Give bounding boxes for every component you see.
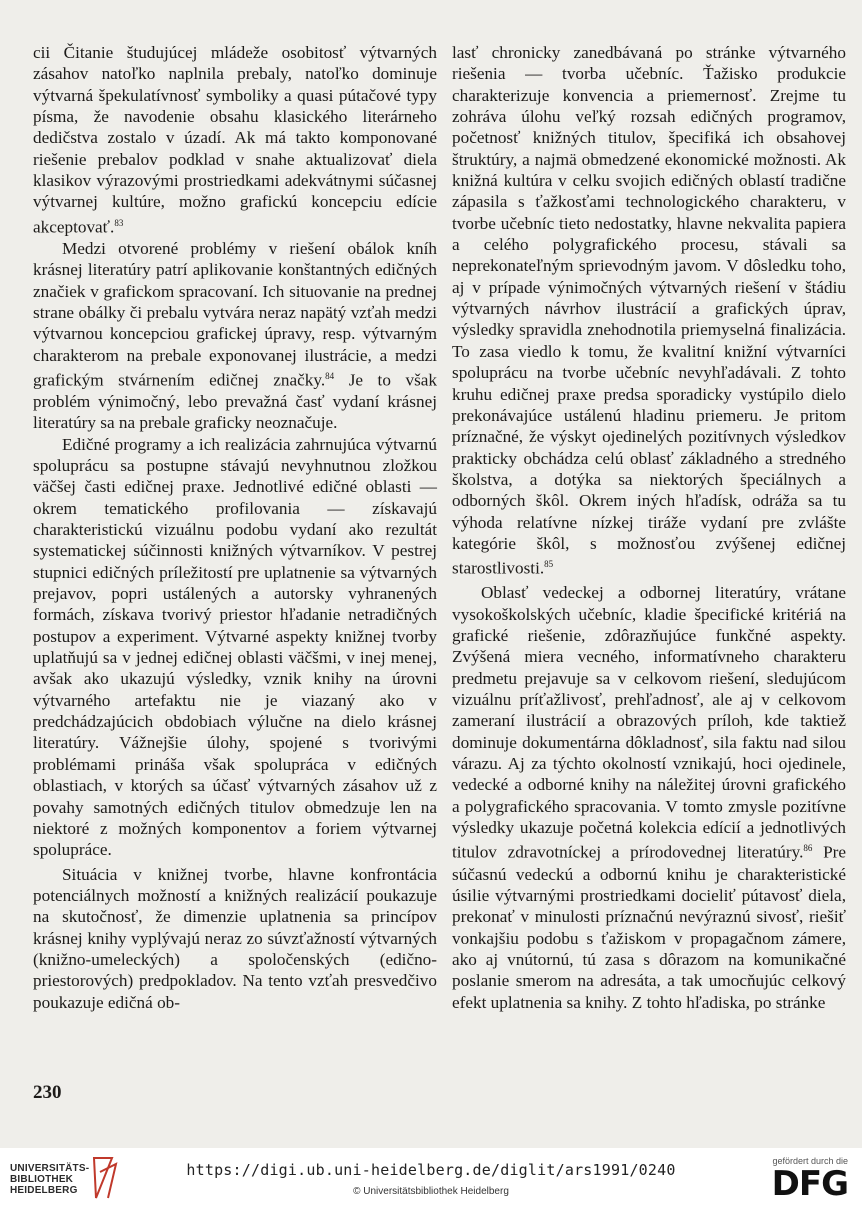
paragraph: Edičné programy a ich realizácia zahrnujúca výtvarnú spoluprácu sa postupne stávajú nevyhnutnou zložkou väčšej časti edičnej praxe. Jednotlivé edičné oblasti — okrem tematického profilovania — získavajú charakteristickú vizuálnu podobu vydaní ako rezultát systematickej súčinnosti knižných výtvarníkov. V pestrej stupnici edičných príležitostí pre uplatnenie sa výtvarných prejavov, popri ustálených a autorsky vyhranených formách, získava tvorivý priestor hľadanie netradičných postupov a experiment. Výtvarné aspekty knižnej tvorby uplatňujú sa v jednej edičnej oblasti väčšmi, v inej menej, avšak ako ukazujú výsledky, vznik knihy na úrovni výtvarného artefaktu nie je viazaný ako v predchádzajúcich obdobiach výlučne na dielo krásnej literatúry. Vážnejšie úlohy, spojené s tvorivými problémami prináša však spolupráca v edičných oblastiach, v ktorých sa účasť výtvarných zásahov už z povahy samotných edičných titulov obmedzuje len na niektoré z možných komponentov a foriem výtvarnej spolupráce. bbox=[33, 434, 437, 860]
funder-note: gefördert durch die bbox=[772, 1156, 848, 1166]
paragraph: lasť chronicky zanedbávaná po stránke výtvarného riešenia — tvorba učebníc. Ťažisko produkcie charakterizuje konvencia a priemernosť. Zrejme tu zohráva úlohu veľký rozsah edičných programov, početnosť knižných titulov, špecifiká ich obsahovej štruktúry, a najmä obmedzené ekonomické možnosti. Ak knižná kultúra v celku svojich edičných oblastí tradične zápasila s ťažkosťami technologického charakteru, v tvorbe učebníc tieto nedostatky, hlavne nekvalita papiera a celého polygrafického procesu, stávali sa neprekonateľným sprievodným javom. V dôsledku toho, aj v prípade výnimočných výtvarných riešení v štádiu výtvarných návrhov ilustrácií a grafických úprav, výsledky spravidla znehodnotila priemyselná finalizácia. To zasa viedlo k tomu, že kvalitní knižní výtvarníci spoluprácu na tvorbe učebníc nevyhľadávali. Z tohto kruhu edičnej praxe predsa sporadicky vystúpilo dielo prekonávajúce ustálenú hladinu priemeru. Je pritom príznačné, že výskyt ojedinelých pozitívnych výsledkov prakticky obchádza celú oblasť základného a stredného školstva, a dotýka sa niektorých špeciálnych a odborných škôl. Okrem iných hľadísk, odráža sa tu výhoda relatívne nízkej tiráže vydaní pre zvlášte kategórie škôl, s možnosťou zvýšenej edičnej starostlivosti.$^{85}$ bbox=[452, 43, 846, 578]
left-column bbox=[33, 42, 437, 1013]
page-number: 230 bbox=[33, 1082, 62, 1103]
paragraph: Medzi otvorené problémy v riešení obálok kníh krásnej literatúry patrí aplikovanie konštantných edičných značiek v grafickom spracovaní. Ich situovanie na prednej strane obálky či prebalu vytvára neraz napätý vzťah medzi výtvarnou koncepciou grafickej úpravy, resp. výtvarným charakterom na prebale exponovanej ilustrácie, a medzi grafickým stvárnením edičnej značky.$^{84}$ Je to však problém výnimočný, lebo prevažná časť vydaní krásnej literatúry sa na prebale graficky neoznačuje. bbox=[33, 238, 437, 433]
permalink-url[interactable]: https://digi.ub.uni-heidelberg.de/diglit/ars1991/0240 bbox=[186, 1161, 676, 1179]
footnote-ref: 83 bbox=[114, 217, 124, 228]
footnote-ref: 84 bbox=[325, 370, 335, 381]
right-column bbox=[452, 42, 846, 1013]
paragraph: Oblasť vedeckej a odbornej literatúry, vrátane vysokoškolských učebníc, kladie špecifické kritériá na grafické riešenie, zdôrazňujúce funkčné aspekty. Zvýšená miera vecného, informatívneho charakteru predmetu prejavuje sa v celkovom riešení, sledujúcom vizuálnu príťažlivosť, prehľadnosť, ale aj v celkovom zameraní ilustrácií a obrazových príloh, kde taktiež dominuje dokumentárna dôkladnosť, sila faktu nad silou várazu. Aj za týchto okolností vznikajú, hoci ojedinele, vedecké a odborné knihy na náležitej úrovni grafického a polygrafického spracovania. V tomto zmysle pozitívne výsledky ukazuje početná kolekcia edícií a jednotlivých titulov zdravotníckej a prírodovednej literatúry.$^{86}$ Pre súčasnú vedeckú a odbornú knihu je charakteristické úsilie výtvarnými prostriedkami docieliť pútavosť diela, prekonať v minulosti príznačnú nevýraznú sivosť, riešiť vonkajšiu podobu s ťažiskom v propagačnom zámere, ako aj vnútornú, tú zasa s dôrazom na komunikačné poslanie smerom na adresáta, a tak umocňujúc celkový efekt uplatnenia sa knihy. Z tohto hľadiska, po stránke bbox=[452, 583, 846, 1012]
viewer-footer bbox=[0, 1148, 862, 1209]
copyright-notice: © Universitätsbibliothek Heidelberg bbox=[353, 1186, 509, 1197]
footnote-ref: 86 bbox=[803, 843, 813, 854]
dfg-logo[interactable]: DFG bbox=[771, 1164, 848, 1204]
footnote-ref: 85 bbox=[544, 559, 554, 570]
library-logo[interactable]: UNIVERSITÄTS- BIBLIOTHEK HEIDELBERG bbox=[10, 1163, 90, 1196]
paragraph: Situácia v knižnej tvorbe, hlavne konfrontácia potenciálnych možností a knižných realizácií poukazuje na skutočnosť, že dimenzie uplatnenia sa princípov krásnej knihy vyplývajú neraz zo súvzťažností výtvarných (knižno-umeleckých) a spoločenských (edično-priestorových) predpokladov. Na tento vzťah presvedčivo poukazuje edičná ob- bbox=[33, 864, 437, 1012]
paragraph: cii Čitanie študujúcej mládeže osobitosť výtvarných zásahov natoľko naplnila prebaly, natoľko dominuje výtvarná špekulatívnosť symboliky a quasi pútačové typy písma, že navodenie obsahu klasického literárneho dedičstva zostalo v úzadí. Ak má takto komponované riešenie prebalov podklad v snahe aktualizovať diela klasikov výrazovými prostriedkami adekvátnymi súčasnej výtvarnej kultúre, možno grafickú koncepciu edície akceptovať.$^{83}$ bbox=[33, 43, 437, 237]
